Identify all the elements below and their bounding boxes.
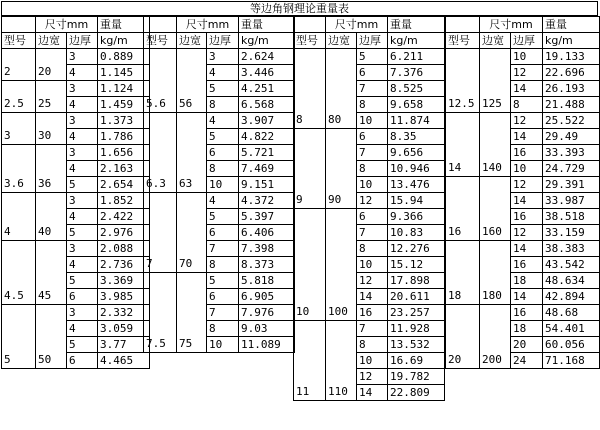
thickness-cell: 5 (207, 129, 239, 145)
weight-cell: 9.03 (239, 321, 295, 337)
header-size: 尺寸mm (177, 17, 239, 33)
thickness-cell: 10 (357, 353, 388, 369)
weight-cell: 2.624 (239, 49, 295, 65)
weight-cell: 60.056 (543, 337, 600, 353)
weight-cell: 38.518 (543, 209, 600, 225)
header-row (294, 17, 445, 33)
thickness-cell: 3 (67, 145, 98, 161)
thickness-cell: 4 (207, 65, 239, 81)
weight-cell: 2.654 (98, 177, 150, 193)
thickness-cell: 10 (511, 161, 543, 177)
thickness-cell: 4 (67, 209, 98, 225)
model-cell: 3.6 (2, 145, 36, 193)
weight-cell: 25.522 (543, 113, 600, 129)
weight-cell: 7.976 (239, 305, 295, 321)
model-cell: 14 (446, 113, 480, 177)
thickness-cell: 16 (511, 305, 543, 321)
thickness-cell: 12 (511, 65, 543, 81)
thickness-cell: 5 (67, 337, 98, 353)
table-row (2, 81, 150, 97)
thickness-cell: 4 (67, 161, 98, 177)
weight-cell: 15.12 (388, 257, 445, 273)
weight-cell: 33.987 (543, 193, 600, 209)
thickness-cell: 3 (67, 305, 98, 321)
weight-cell: 71.168 (543, 353, 600, 369)
weight-cell: 11.089 (239, 337, 295, 353)
weight-cell: 3.907 (239, 113, 295, 129)
thickness-cell: 5 (207, 81, 239, 97)
thickness-cell: 6 (207, 145, 239, 161)
thickness-cell: 14 (511, 289, 543, 305)
width-cell: 56 (177, 49, 207, 113)
weight-cell: 3.77 (98, 337, 150, 353)
thickness-cell: 10 (207, 177, 239, 193)
weight-table-block (143, 16, 295, 353)
model-cell: 7.5 (144, 273, 177, 353)
header-row (446, 17, 600, 33)
thickness-cell: 7 (207, 241, 239, 257)
header-blank (2, 17, 36, 33)
weight-cell: 22.809 (388, 385, 445, 401)
table-row (2, 241, 150, 257)
width-cell: 90 (326, 129, 357, 209)
thickness-cell: 4 (67, 321, 98, 337)
model-cell: 9 (294, 129, 326, 209)
weight-cell: 9.366 (388, 209, 445, 225)
thickness-cell: 14 (357, 385, 388, 401)
thickness-cell: 5 (357, 49, 388, 65)
table-row (2, 145, 150, 161)
header-thickness: 边厚 (207, 33, 239, 49)
thickness-cell: 18 (511, 321, 543, 337)
thickness-cell: 4 (67, 257, 98, 273)
weight-cell: 9.656 (388, 145, 445, 161)
weight-cell: 2.976 (98, 225, 150, 241)
header-unit: kg/m (388, 33, 445, 49)
weight-cell: 48.634 (543, 273, 600, 289)
header-unit: kg/m (543, 33, 600, 49)
thickness-cell: 6 (67, 353, 98, 369)
weight-cell: 33.159 (543, 225, 600, 241)
table-row (2, 113, 150, 129)
thickness-cell: 4 (67, 97, 98, 113)
thickness-cell: 3 (67, 49, 98, 65)
subheader-row (294, 33, 445, 49)
weight-cell: 6.211 (388, 49, 445, 65)
width-cell: 110 (326, 321, 357, 401)
header-thickness: 边厚 (511, 33, 543, 49)
weight-cell: 6.905 (239, 289, 295, 305)
header-size: 尺寸mm (480, 17, 543, 33)
weight-cell: 1.459 (98, 97, 150, 113)
thickness-cell: 5 (207, 209, 239, 225)
weight-cell: 8.35 (388, 129, 445, 145)
weight-cell: 0.889 (98, 49, 150, 65)
table-row (2, 49, 150, 65)
width-cell: 25 (36, 81, 67, 113)
width-cell: 100 (326, 209, 357, 321)
weight-cell: 4.822 (239, 129, 295, 145)
weight-cell: 15.94 (388, 193, 445, 209)
model-cell: 2.5 (2, 81, 36, 113)
width-cell: 50 (36, 305, 67, 369)
weight-cell: 4.372 (239, 193, 295, 209)
header-size: 尺寸mm (326, 17, 388, 33)
weight-cell: 2.736 (98, 257, 150, 273)
weight-cell: 4.251 (239, 81, 295, 97)
thickness-cell: 3 (67, 241, 98, 257)
table-row (446, 49, 600, 65)
weight-cell: 1.124 (98, 81, 150, 97)
header-model: 型号 (2, 33, 36, 49)
header-row (144, 17, 295, 33)
weight-cell: 1.786 (98, 129, 150, 145)
thickness-cell: 5 (67, 225, 98, 241)
width-cell: 80 (326, 49, 357, 129)
width-cell: 160 (480, 177, 511, 241)
model-cell: 3 (2, 113, 36, 145)
thickness-cell: 8 (207, 97, 239, 113)
thickness-cell: 12 (511, 177, 543, 193)
model-cell: 4.5 (2, 241, 36, 305)
thickness-cell: 6 (207, 225, 239, 241)
thickness-cell: 3 (67, 81, 98, 97)
thickness-cell: 16 (511, 257, 543, 273)
thickness-cell: 4 (67, 65, 98, 81)
weight-cell: 13.476 (388, 177, 445, 193)
header-unit: kg/m (239, 33, 295, 49)
header-blank (144, 17, 177, 33)
table-row (144, 193, 295, 209)
width-cell: 45 (36, 241, 67, 305)
weight-cell: 48.68 (543, 305, 600, 321)
weight-cell: 8.373 (239, 257, 295, 273)
table-row (446, 177, 600, 193)
header-thickness: 边厚 (357, 33, 388, 49)
header-weight: 重量 (543, 17, 600, 33)
thickness-cell: 8 (207, 257, 239, 273)
model-cell: 2 (2, 49, 36, 81)
table-title: 等边角钢理论重量表 (1, 1, 598, 16)
thickness-cell: 10 (357, 113, 388, 129)
thickness-cell: 4 (207, 193, 239, 209)
header-model: 型号 (446, 33, 480, 49)
weight-table-block (1, 16, 150, 369)
weight-cell: 7.398 (239, 241, 295, 257)
thickness-cell: 5 (67, 273, 98, 289)
thickness-cell: 18 (511, 273, 543, 289)
table-row (294, 129, 445, 145)
thickness-cell: 7 (357, 81, 388, 97)
weight-cell: 4.465 (98, 353, 150, 369)
thickness-cell: 20 (511, 337, 543, 353)
thickness-cell: 14 (357, 289, 388, 305)
thickness-cell: 7 (357, 225, 388, 241)
thickness-cell: 12 (357, 193, 388, 209)
thickness-cell: 10 (357, 257, 388, 273)
thickness-cell: 6 (357, 65, 388, 81)
weight-cell: 3.446 (239, 65, 295, 81)
table-row (144, 49, 295, 65)
weight-cell: 1.656 (98, 145, 150, 161)
thickness-cell: 3 (67, 193, 98, 209)
weight-cell: 38.383 (543, 241, 600, 257)
weight-cell: 8.525 (388, 81, 445, 97)
weight-cell: 16.69 (388, 353, 445, 369)
thickness-cell: 6 (207, 289, 239, 305)
table-row (446, 113, 600, 129)
width-cell: 125 (480, 49, 511, 113)
thickness-cell: 8 (207, 161, 239, 177)
thickness-cell: 3 (207, 49, 239, 65)
header-width: 边宽 (36, 33, 67, 49)
subheader-row (2, 33, 150, 49)
width-cell: 30 (36, 113, 67, 145)
header-model: 型号 (294, 33, 326, 49)
weight-cell: 23.257 (388, 305, 445, 321)
model-cell: 4 (2, 193, 36, 241)
header-row (2, 17, 150, 33)
table-row (446, 305, 600, 321)
thickness-cell: 16 (511, 209, 543, 225)
model-cell: 5 (2, 305, 36, 369)
weight-cell: 1.145 (98, 65, 150, 81)
header-blank (294, 17, 326, 33)
weight-cell: 11.928 (388, 321, 445, 337)
model-cell: 6.3 (144, 113, 177, 193)
weight-cell: 2.422 (98, 209, 150, 225)
header-weight: 重量 (98, 17, 150, 33)
thickness-cell: 8 (357, 241, 388, 257)
thickness-cell: 7 (357, 145, 388, 161)
weight-cell: 6.406 (239, 225, 295, 241)
table-row (144, 273, 295, 289)
header-width: 边宽 (326, 33, 357, 49)
header-model: 型号 (144, 33, 177, 49)
thickness-cell: 3 (67, 113, 98, 129)
thickness-cell: 10 (511, 49, 543, 65)
thickness-cell: 16 (511, 145, 543, 161)
weight-cell: 6.568 (239, 97, 295, 113)
width-cell: 140 (480, 113, 511, 177)
weight-cell: 1.373 (98, 113, 150, 129)
thickness-cell: 10 (207, 337, 239, 353)
thickness-cell: 12 (357, 369, 388, 385)
weight-cell: 7.469 (239, 161, 295, 177)
weight-cell: 2.163 (98, 161, 150, 177)
weight-cell: 21.488 (543, 97, 600, 113)
weight-cell: 10.83 (388, 225, 445, 241)
weight-cell: 54.401 (543, 321, 600, 337)
thickness-cell: 12 (357, 273, 388, 289)
model-cell: 8 (294, 49, 326, 129)
weight-cell: 26.193 (543, 81, 600, 97)
table-row (294, 49, 445, 65)
weight-table-block (293, 16, 445, 401)
weight-cell: 5.397 (239, 209, 295, 225)
width-cell: 63 (177, 113, 207, 193)
model-cell: 18 (446, 241, 480, 305)
model-cell: 12.5 (446, 49, 480, 113)
thickness-cell: 12 (511, 225, 543, 241)
width-cell: 36 (36, 145, 67, 193)
width-cell: 75 (177, 273, 207, 353)
thickness-cell: 6 (357, 209, 388, 225)
weight-cell: 29.391 (543, 177, 600, 193)
weight-cell: 20.611 (388, 289, 445, 305)
width-cell: 70 (177, 193, 207, 273)
table-row (294, 209, 445, 225)
thickness-cell: 4 (67, 129, 98, 145)
weight-cell: 22.696 (543, 65, 600, 81)
weight-cell: 2.332 (98, 305, 150, 321)
thickness-cell: 7 (357, 321, 388, 337)
weight-cell: 5.721 (239, 145, 295, 161)
model-cell: 7 (144, 193, 177, 273)
header-size: 尺寸mm (36, 17, 98, 33)
model-cell: 11 (294, 321, 326, 401)
thickness-cell: 5 (207, 273, 239, 289)
weight-cell: 9.151 (239, 177, 295, 193)
width-cell: 180 (480, 241, 511, 305)
weight-cell: 43.542 (543, 257, 600, 273)
weight-cell: 3.369 (98, 273, 150, 289)
width-cell: 200 (480, 305, 511, 369)
width-cell: 40 (36, 193, 67, 241)
table-row (144, 113, 295, 129)
weight-cell: 1.852 (98, 193, 150, 209)
thickness-cell: 4 (207, 113, 239, 129)
weight-cell: 7.376 (388, 65, 445, 81)
thickness-cell: 7 (207, 305, 239, 321)
weight-cell: 11.874 (388, 113, 445, 129)
weight-cell: 24.729 (543, 161, 600, 177)
weight-cell: 2.088 (98, 241, 150, 257)
weight-cell: 12.276 (388, 241, 445, 257)
header-thickness: 边厚 (67, 33, 98, 49)
weight-cell: 9.658 (388, 97, 445, 113)
thickness-cell: 16 (357, 305, 388, 321)
model-cell: 20 (446, 305, 480, 369)
model-cell: 10 (294, 209, 326, 321)
thickness-cell: 24 (511, 353, 543, 369)
weight-cell: 19.133 (543, 49, 600, 65)
weight-table-block (445, 16, 600, 369)
thickness-cell: 8 (357, 97, 388, 113)
header-blank (446, 17, 480, 33)
thickness-cell: 8 (511, 97, 543, 113)
header-unit: kg/m (98, 33, 150, 49)
header-weight: 重量 (239, 17, 295, 33)
thickness-cell: 8 (207, 321, 239, 337)
table-row (294, 321, 445, 337)
weight-cell: 33.393 (543, 145, 600, 161)
thickness-cell: 12 (511, 113, 543, 129)
weight-cell: 17.898 (388, 273, 445, 289)
thickness-cell: 6 (67, 289, 98, 305)
thickness-cell: 6 (357, 129, 388, 145)
weight-cell: 42.894 (543, 289, 600, 305)
header-weight: 重量 (388, 17, 445, 33)
thickness-cell: 10 (357, 177, 388, 193)
thickness-cell: 8 (357, 337, 388, 353)
table-row (2, 193, 150, 209)
weight-cell: 13.532 (388, 337, 445, 353)
subheader-row (446, 33, 600, 49)
thickness-cell: 14 (511, 193, 543, 209)
thickness-cell: 14 (511, 129, 543, 145)
weight-cell: 19.782 (388, 369, 445, 385)
header-width: 边宽 (480, 33, 511, 49)
weight-cell: 3.059 (98, 321, 150, 337)
model-cell: 16 (446, 177, 480, 241)
header-width: 边宽 (177, 33, 207, 49)
thickness-cell: 14 (511, 241, 543, 257)
weight-cell: 10.946 (388, 161, 445, 177)
weight-cell: 3.985 (98, 289, 150, 305)
subheader-row (144, 33, 295, 49)
model-cell: 5.6 (144, 49, 177, 113)
weight-cell: 5.818 (239, 273, 295, 289)
thickness-cell: 14 (511, 81, 543, 97)
table-row (2, 305, 150, 321)
thickness-cell: 8 (357, 161, 388, 177)
table-row (446, 241, 600, 257)
thickness-cell: 5 (67, 177, 98, 193)
width-cell: 20 (36, 49, 67, 81)
weight-cell: 29.49 (543, 129, 600, 145)
